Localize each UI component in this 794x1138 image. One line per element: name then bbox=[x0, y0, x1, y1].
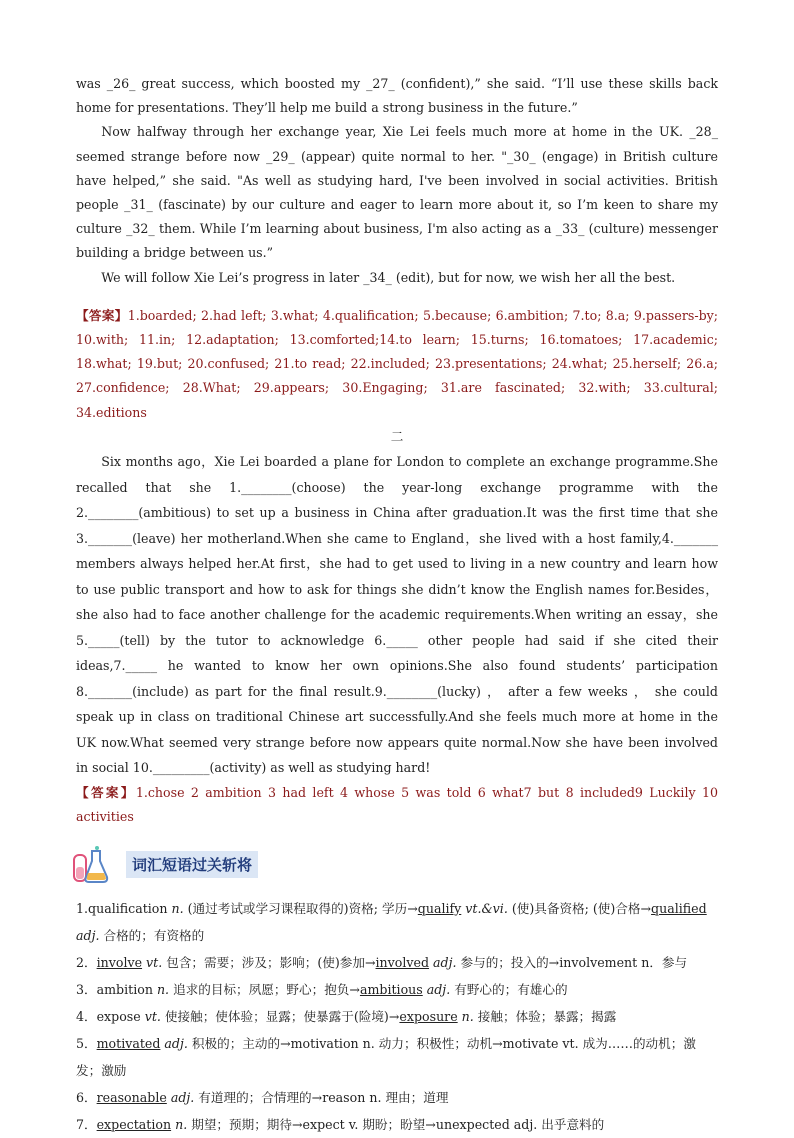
vocab-text: vt. bbox=[142, 954, 163, 970]
vocab-word: motivated bbox=[96, 1035, 161, 1051]
vocab-text: (通过考试或学习课程取得的)资格; 学历→ bbox=[183, 900, 418, 916]
vocab-text: 合格的；有资格的 bbox=[99, 927, 205, 943]
vocab-item bbox=[76, 1084, 718, 1111]
vocab-word: involve bbox=[96, 954, 143, 970]
page-content bbox=[76, 72, 718, 1138]
vocab-text: 6． bbox=[76, 1089, 97, 1105]
vocab-text: vt.&vi. bbox=[461, 900, 508, 916]
vocab-text: 包含；需要；涉及；影响；(使)参加→ bbox=[162, 954, 376, 970]
vocab-text: 接触；体验；暴露；揭露 bbox=[473, 1008, 617, 1024]
vocab-text: 追求的目标；夙愿；野心；抱负→ bbox=[169, 981, 360, 997]
passage-paragraph-3: We will follow Xie Lei’s progress in later _34_ (edit), but for now, we wish her all the best. bbox=[101, 269, 676, 285]
passage-paragraph-1: was _26_ great success, which boosted my _27_ (confident),” she said. “I’ll use these skills back home for presentations. They’ll help me build a strong business in the future.” bbox=[76, 76, 718, 116]
vocab-text: 有野心的；有雄心的 bbox=[450, 981, 568, 997]
passage-paragraph-2: Now halfway through her exchange year, Xie Lei feels much more at home in the UK. _28_ seemed strange before now _29_ (appear) quite normal to her. "_30_ (engage) in British culture have helped,” she said. "As well as studying hard, I've been involved in social activities. British people _31_ (fascinate) by our culture and eager to learn more about it, so I’m keen to share my culture _32_ them. While I’m learning about business, I'm also acting as a _33_ (culture) messenger building a bridge between us.” bbox=[76, 124, 718, 261]
vocab-text: 参与的；投入的→involvement n．参与 bbox=[456, 954, 688, 970]
vocab-item bbox=[76, 949, 718, 976]
vocab-item bbox=[76, 1003, 718, 1030]
vocab-list bbox=[76, 895, 718, 1138]
vocab-item bbox=[76, 895, 718, 949]
vocab-item bbox=[76, 976, 718, 1003]
vocab-text: (使)具备资格; (使)合格→ bbox=[507, 900, 652, 916]
vocab-word: ambitious bbox=[359, 981, 423, 997]
vocab-word: reasonable bbox=[96, 1089, 167, 1105]
vocab-section-header bbox=[70, 845, 718, 885]
vocab-text: 5． bbox=[76, 1035, 97, 1051]
exercise-paragraph: Six months ago，Xie Lei boarded a plane for London to complete an exchange programme.She recalled that she 1.________(choose) the year-long exchange programme with the 2.________(ambitious) to set up a business in China after graduation.It was the first time that she 3._______(leave) her motherland.When she came to England，she lived with a host family,4._______ members always helped her.At first，she had to get used to living in a new country and learn how to use public transport and how to ask for things she didn’t know the English names for.Besides，she also had to face another challenge for the academic requirements.When writing an essay，she 5._____(tell) by the tutor to acknowledge 6._____ other people had said if she cited their ideas,7._____ he wanted to know her own opinions.She also found students’ participation 8._______(include) as part for the final result.9.________(lucky) ， after a few weeks ， she could speak up in class on traditional Chinese art successfully.And she feels much more at home in the UK now.What seemed very strange before now appears quite normal.Now she have been involved in social 10._________(activity) as well as studying hard! bbox=[76, 454, 718, 776]
vocab-text: 1.qualification bbox=[76, 900, 172, 916]
vocab-text: adj. bbox=[422, 981, 451, 997]
vocab-text: vt. bbox=[144, 1008, 161, 1024]
vocab-word: involved bbox=[375, 954, 430, 970]
answer-text: 1.boarded; 2.had left; 3.what; 4.qualification; 5.because; 6.ambition; 7.to; 8.a; 9.passers-by; 10.with; 11.in; 12.adaptation; 13.comforted;14.to learn; 15.turns; 16.tomatoes; 17.academic; 18.what; 19.but; 20.confused; 21.to read; 22.included; 23.presentations; 24.what; 25.herself; 26.a; 27.confidence; 28.What; 29.appears; 30.Engaging; 31.are fascinated; 32.with; 33.cultural; 34.editions bbox=[76, 307, 718, 420]
vocab-text: adj. bbox=[160, 1035, 188, 1051]
vocab-text: n. bbox=[171, 1116, 188, 1132]
lab-flask-icon bbox=[70, 845, 110, 885]
vocab-text: adj. bbox=[76, 927, 100, 943]
section-heading: 二 bbox=[390, 428, 404, 444]
answer-block-2 bbox=[76, 781, 718, 829]
vocab-item bbox=[76, 1111, 718, 1138]
vocab-text: adj. bbox=[166, 1089, 195, 1105]
answer-label: 【答案】 bbox=[76, 307, 128, 323]
vocab-word: qualified bbox=[651, 900, 707, 916]
vocab-text: 3．ambition bbox=[76, 981, 157, 997]
vocab-word: expectation bbox=[96, 1116, 172, 1132]
vocab-text: n. bbox=[156, 981, 170, 997]
vocab-item bbox=[76, 1030, 718, 1084]
answer-text: 1.chose 2 ambition 3 had left 4 whose 5 was told 6 what7 but 8 included9 Luckily 10 activities bbox=[76, 784, 718, 824]
vocab-text: 使接触；使体验；显露；使暴露于(险境)→ bbox=[160, 1008, 400, 1024]
vocab-text: 有道理的；合情理的→reason n. 理由；道理 bbox=[194, 1089, 449, 1105]
answer-label: 【答案】 bbox=[76, 784, 136, 800]
vocab-section-title: 词汇短语过关斩将 bbox=[126, 851, 258, 878]
vocab-word: exposure bbox=[399, 1008, 458, 1024]
vocab-text: n. bbox=[171, 900, 184, 916]
vocab-text: 积极的；主动的→motivation n. 动力；积极性；动机→motivate vt. 成为……的动机；激发；激励 bbox=[76, 1035, 696, 1078]
vocab-text: 4．expose bbox=[76, 1008, 145, 1024]
vocab-text: 7． bbox=[76, 1116, 97, 1132]
vocab-text: 2． bbox=[76, 954, 97, 970]
answer-block-1 bbox=[76, 304, 718, 425]
vocab-text: n. bbox=[457, 1008, 474, 1024]
vocab-text: adj. bbox=[429, 954, 457, 970]
vocab-word: qualify bbox=[417, 900, 462, 916]
vocab-text: 期望；预期；期待→expect v. 期盼；盼望→unexpected adj. 出乎意料的 bbox=[187, 1116, 605, 1132]
